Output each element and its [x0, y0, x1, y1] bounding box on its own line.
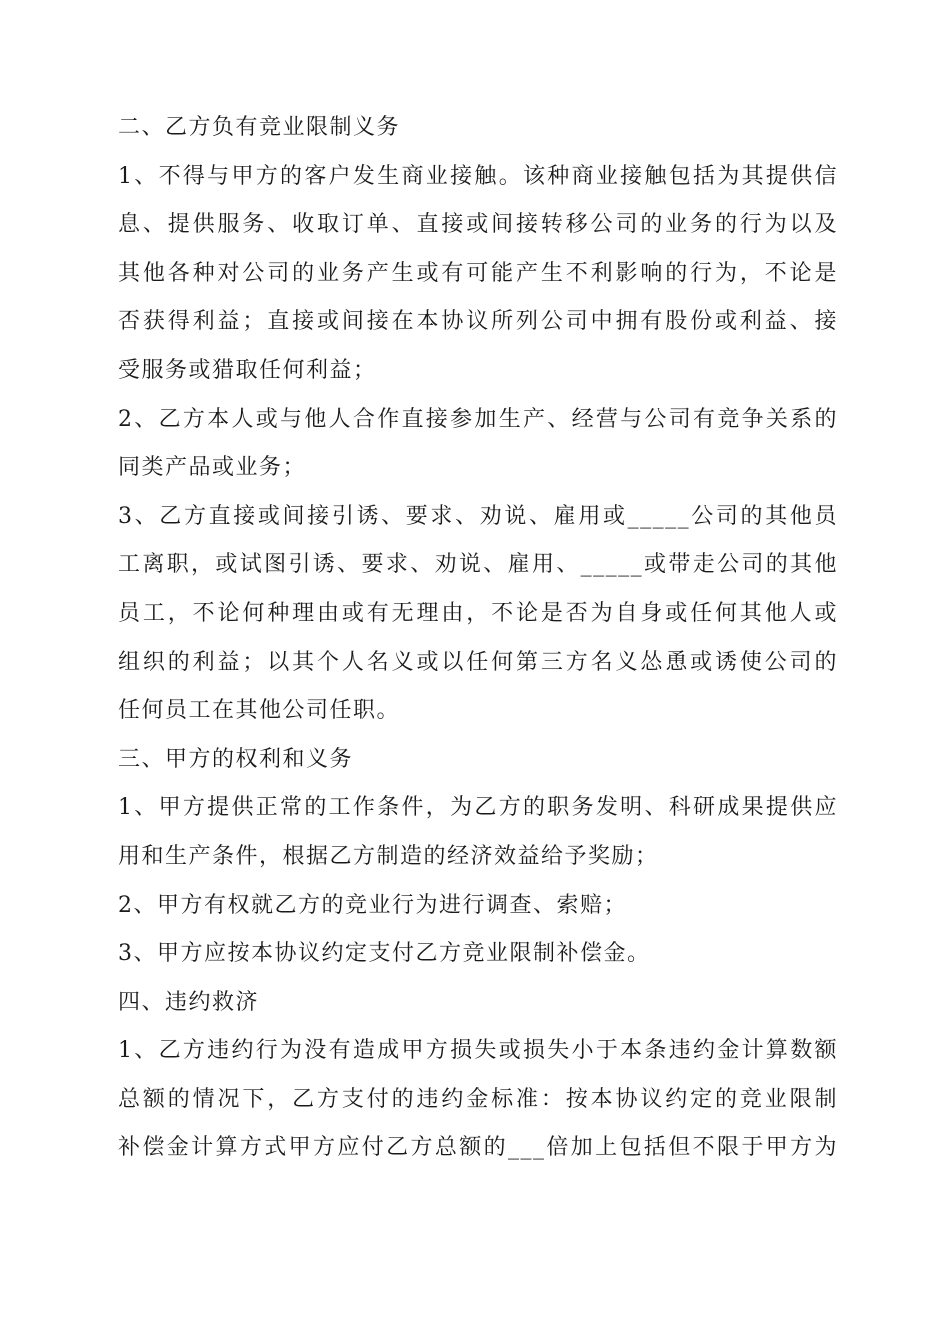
- paragraph-line: 2、乙方本人或与他人合作直接参加生产、经营与公司有竞争关系的: [118, 406, 838, 432]
- paragraph-line: 补偿金计算方式甲方应付乙方总额的___倍加上包括但不限于甲方为: [118, 1135, 838, 1161]
- paragraph-line: 其他各种对公司的业务产生或有可能产生不利影响的行为，不论是: [118, 260, 838, 286]
- section-heading: 四、违约救济: [118, 989, 260, 1015]
- section-heading: 二、乙方负有竞业限制义务: [118, 115, 401, 140]
- paragraph-line: 工离职，或试图引诱、要求、劝说、雇用、_____或带走公司的其他: [118, 552, 838, 578]
- paragraph-line: 员工，不论何种理由或有无理由，不论是否为自身或任何其他人或: [118, 600, 838, 626]
- paragraph-line: 组织的利益；以其个人名义或以任何第三方名义怂恿或诱使公司的: [118, 649, 838, 675]
- paragraph-line: 1、甲方提供正常的工作条件，为乙方的职务发明、科研成果提供应: [118, 795, 838, 821]
- paragraph-line: 总额的情况下，乙方支付的违约金标准：按本协议约定的竞业限制: [118, 1086, 838, 1112]
- paragraph-line: 3、乙方直接或间接引诱、要求、劝说、雇用或_____公司的其他员: [118, 503, 838, 529]
- paragraph-line: 同类产品或业务；: [118, 455, 307, 481]
- paragraph-line: 3、甲方应按本协议约定支付乙方竞业限制补偿金。: [118, 941, 651, 967]
- paragraph-line: 用和生产条件，根据乙方制造的经济效益给予奖励；: [118, 843, 659, 869]
- paragraph-line: 1、乙方违约行为没有造成甲方损失或损失小于本条违约金计算数额: [118, 1038, 838, 1064]
- paragraph-line: 2、甲方有权就乙方的竞业行为进行调查、索赔；: [118, 892, 627, 918]
- paragraph-line: 息、提供服务、收取订单、直接或间接转移公司的业务的行为以及: [118, 212, 838, 238]
- paragraph-line: 1、不得与甲方的客户发生商业接触。该种商业接触包括为其提供信: [118, 163, 838, 189]
- section-heading: 三、甲方的权利和义务: [118, 746, 354, 772]
- document-body: [118, 104, 838, 1173]
- paragraph-line: 任何员工在其他公司任职。: [118, 698, 401, 724]
- paragraph-line: 受服务或猎取任何利益；: [118, 357, 377, 383]
- paragraph-line: 否获得利益；直接或间接在本协议所列公司中拥有股份或利益、接: [118, 309, 838, 335]
